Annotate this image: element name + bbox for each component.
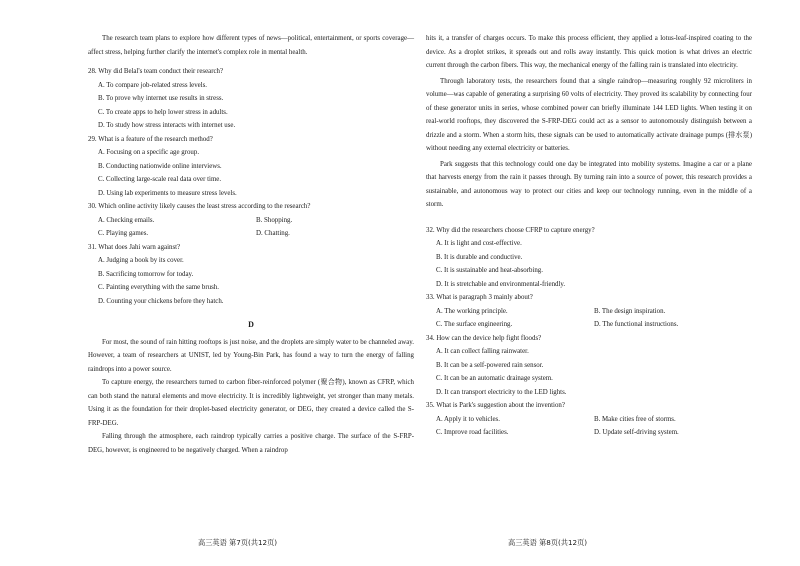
passage-paragraph: Park suggests that this technology could one day be integrated into mobility systems. Imagine a car or a plane that harvests energy from the rain it passes through. By turning rain into a source of power, this research provides a sustainable, and autonomous way to protect our cities and keep our technology running, even in the middle of a storm. [426,160,752,208]
option-c: C. The surface engineering. [436,321,513,328]
option-c: C. Playing games. [98,230,149,237]
passage-paragraph: For most, the sound of rain hitting rooftops is just noise, and the droplets are simply water to be channeled away. However, a team of researchers at UNIST, led by Young-Bin Park, has found a way to turn the energy of falling raindrops into a power source. [88,338,414,373]
options-row [426,318,752,332]
option-b: B. It is durable and conductive. [436,253,523,261]
option-b: B. Conducting nationwide online interviews. [98,162,222,170]
option-d: D. Update self-driving system. [594,429,679,436]
passage-paragraph: Through laboratory tests, the researchers found that a single raindrop—measuring roughly 92 microliters in volume—was capable of generating a surprising 60 volts of electricity. They proved its scalability by connecting four of these generator units in series, whose combined power can briefly illuminate 144 LED lights. When testing it on real-world rooftops, they discovered the S-FRP-DEG could act as a sensor to autonomously distinguish between a drizzle and a storm. When a storm hits, these signals can be used to automatically activate drainage pumps (排水泵) without needing any external electricity or batteries. [426,77,752,152]
option-a: A. Focusing on a specific age group. [98,149,200,156]
option-d: D. To study how stress interacts with internet use. [98,122,236,129]
option-d: D. It is stretchable and environmental-friendly. [436,280,566,288]
intro-paragraph: The research team plans to explore how different types of news—political, entertainment, or sports coverage—affect stress, helping further clarify the internet's complex role in mental health. [88,35,414,56]
option-a: A. Checking emails. [98,216,155,224]
option-c: C. It can be an automatic drainage system. [436,375,553,382]
option-b: B. It can be a self-powered rain sensor. [436,361,544,369]
question-stem: 33. What is paragraph 3 mainly about? [426,294,533,301]
option-c: C. Collecting large-scale real data over time. [98,176,222,183]
options-row [426,426,752,440]
option-b: B. The design inspiration. [594,307,666,315]
option-d: D. The functional instructions. [594,321,679,328]
options-row [426,305,752,319]
option-d: D. Chatting. [256,230,290,237]
option-c: C. Improve road facilities. [436,429,509,436]
option-c: C. To create apps to help lower stress in adults. [98,108,228,116]
question-stem: 28. Why did Belal's team conduct their research? [88,68,224,75]
question-32 [426,224,752,292]
question-28 [88,65,414,133]
passage-paragraph: Falling through the atmosphere, each raindrop typically carries a positive charge. The surface of the S-FRP-DEG, however, is engineered to be negatively charged. When a raindrop [88,433,414,454]
option-d: D. Counting your chickens before they hatch. [98,297,224,305]
option-a: A. Judging a book by its cover. [98,257,184,264]
question-stem: 35. What is Park's suggestion about the invention? [426,402,565,409]
option-b: B. Make cities free of storms. [594,415,676,423]
option-d: D. Using lab experiments to measure stress levels. [98,189,237,197]
options-row [88,227,414,241]
option-c: C. Painting everything with the same brush. [98,284,219,291]
options-row [426,413,752,427]
question-stem: 30. Which online activity likely causes the least stress according to the research? [88,203,311,210]
option-c: C. It is sustainable and heat-absorbing. [436,267,543,274]
option-a: A. It is light and cost-effective. [436,240,522,247]
question-35 [426,399,752,440]
option-d: D. It can transport electricity to the LED lights. [436,388,567,396]
question-31 [88,241,414,309]
option-a: A. Apply it to vehicles. [436,415,500,423]
question-29 [88,133,414,201]
question-stem: 32. Why did the researchers choose CFRP to capture energy? [426,226,595,234]
question-34 [426,332,752,400]
options-row [88,214,414,228]
passage-paragraph: To capture energy, the researchers turned to carbon fiber-reinforced polymer (聚合物), known as CFRP, which can both stand the natural elements and move electricity. It is incredibly lightweight, yet stronger than many metals. Using it as the foundation for their droplet-based electricity generator, or DEG, they created a device called the S-FRP-DEG. [88,379,414,427]
passage-paragraph: hits it, a transfer of charges occurs. To make this process efficient, they applied a lotus-leaf-inspired coating to the device. As a droplet strikes, it spreads out and rolls away instantly. This quick motion is what drives an electric current through the carbon fibers. This way, the mechanical energy of the falling rain is translated into electricity. [426,35,752,69]
option-a: A. To compare job-related stress levels. [98,81,208,89]
question-stem: 34. How can the device help fight floods? [426,334,542,342]
option-b: B. To prove why internet use results in stress. [98,95,224,102]
right-page-column [426,32,752,440]
question-stem: 29. What is a feature of the research method? [88,135,213,143]
option-b: B. Sacrificing tomorrow for today. [98,270,194,278]
question-33 [426,291,752,332]
question-30 [88,200,414,241]
option-a: A. The working principle. [436,307,508,315]
page-footer: 高三英语 第7页(共12页) [198,538,278,547]
page-footer: 高三英语 第8页(共12页) [508,538,588,547]
section-heading: D [248,320,254,329]
question-stem: 31. What does Jahi warn against? [88,243,181,251]
left-page-column [88,32,414,457]
option-b: B. Shopping. [256,216,293,224]
option-a: A. It can collect falling rainwater. [436,348,529,355]
